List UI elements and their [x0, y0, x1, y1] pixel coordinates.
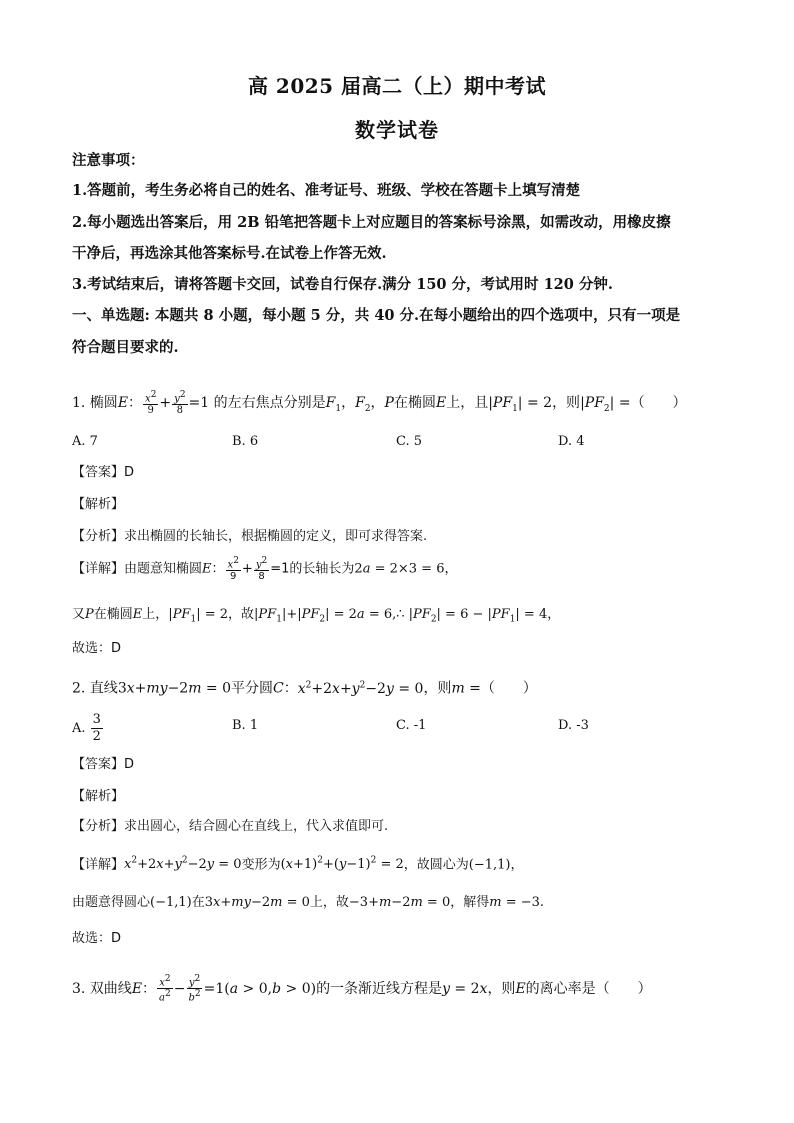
q1-mid: 的左右焦点分别是: [213, 395, 326, 412]
note-1: 1.答题前，考生务必将自己的姓名、准考证号、班级、学校在答题卡上填写清楚: [72, 182, 581, 199]
q1-fraction-x: $\frac{x^2}{9}$: [145, 390, 157, 417]
q1-option-b: B. 6: [232, 434, 259, 449]
q1-option-d: D. 4: [558, 434, 585, 449]
note-2b: 干净后，再选涂其他答案标号.在试卷上作答无效.: [72, 245, 387, 262]
q1-fenxi: 【分析】求出椭圆的长轴长，根据椭圆的定义，即可求得答案.: [72, 529, 428, 544]
q2-detail: 【详解】$x^2+2x+y^2-2y = 0$变形为$(x+1)^2+(y-1)^2 = 2$，故圆心为(−1,1)，: [72, 856, 524, 873]
q3-stem: 3. 双曲线E： $\frac{x^2}{a^2}$ − $\frac{y^2}{b^2}$ =1(a > 0,b > 0)的一条渐近线方程是y = 2x，则E的离心率是（ ）: [72, 974, 652, 1004]
q3-fraction-y: $\frac{y^2}{b^2}$: [188, 974, 201, 1004]
exam-title: 高 2025 届高二（上）期中考试: [247, 74, 547, 98]
q2-stem: 2. 直线3x+my−2m = 0平分圆C：$x^2+2x+y^2-2y = 0$，则m =（ ）: [72, 680, 537, 697]
notes-heading: 注意事项：: [72, 153, 145, 169]
exam-subtitle: 数学试卷: [355, 118, 439, 142]
section1-line2: 符合题目要求的.: [72, 339, 179, 356]
q1-prefix: 1. 椭圆: [72, 395, 118, 412]
section1-line1: 一、单选题: 本题共 8 小题，每小题 5 分，共 40 分.在每小题给出的四个选项中，只有一项是: [72, 307, 681, 324]
note-3: 3.考试结束后，请将答题卡交回，试卷自行保存.满分 150 分，考试用时 120 分钟.: [72, 276, 613, 293]
q2-analysis-label: 【解析】: [72, 789, 125, 804]
q2-detail-line2: 由题意得圆心(−1,1)在3x+my−2m = 0上，故−3+m−2m = 0，解得m = −3.: [72, 895, 545, 910]
note-2a: 2.每小题选出答案后，用 2B 铅笔把答题卡上对应题目的答案标号涂黑，如需改动，用橡皮擦: [72, 214, 671, 231]
q1-fraction-y: $\frac{y^2}{8}$: [174, 390, 186, 417]
q2-answer: 【答案】D: [72, 757, 135, 772]
q3-fraction-x: $\frac{x^2}{a^2}$: [159, 974, 171, 1004]
q1-option-a: A. 7: [72, 434, 98, 449]
q2-option-b: B. 1: [232, 718, 259, 733]
q1-ellipse-name: E: [117, 395, 129, 412]
q2-choose: 故选：D: [72, 931, 122, 946]
q1-stem: 1. 椭圆E： $\frac{x^2}{9}$ + $\frac{y^2}{8}$ =1 的左右焦点分别是$F_1$，$F_2$，P在椭圆E上，且$|PF_1| = 2$，则$|PF_2|$ =（ ）: [72, 390, 687, 417]
q2-option-d: D. -3: [558, 718, 589, 733]
q1-detail-line2: 又P在椭圆E上，$|PF_1| = 2$，故$|PF_1|+|PF_2| = 2a$ = 6,∴ $|PF_2| = 6 - |PF_1| = 4$，: [72, 607, 561, 625]
q1-paren: （ ）: [630, 395, 687, 412]
q1-detail: 【详解】由题意知椭圆E： $\frac{x^2}{9}$ + $\frac{y^2}{8}$ =1的长轴长为2a = 2×3 = 6，: [72, 556, 458, 583]
q2-option-c: C. -1: [396, 718, 427, 733]
q1-option-c: C. 5: [396, 434, 423, 449]
q1-analysis-label: 【解析】: [72, 497, 125, 512]
q2-option-a: A. $\frac{3}{2}$: [72, 712, 101, 744]
q1-choose: 故选：D: [72, 641, 122, 656]
q2-fenxi: 【分析】求出圆心，结合圆心在直线上，代入求值即可.: [72, 819, 389, 834]
q1-answer: 【答案】D: [72, 465, 135, 480]
